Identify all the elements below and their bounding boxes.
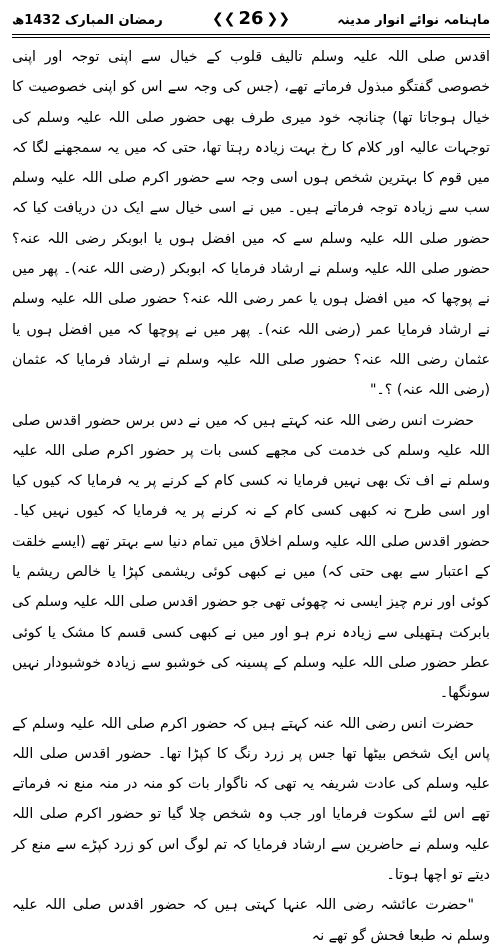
paragraph: اقدس صلی اللہ علیہ وسلم تالیف قلوب کے خیال سے اپنی توجہ اور اپنی خصوصی گفتگو مبذول فرماتے تھے، (جس کی وجہ سے اس کو اپنی خصوصیت کا خیال ہوجاتا تھا) چنانچہ خود میری طرف بھی حضور صلی اللہ علیہ وسلم کی توجہات عالیہ اور کلام کا رخ بہت زیادہ رہتا تھا، حتی کہ میں یہ سمجھنے لگا کہ میں قوم کا بہترین شخص ہوں اسی وجہ سے حضور اکرم صلی اللہ علیہ وسلم سب سے زیادہ توجہ فرماتے ہیں۔ میں نے اسی خیال سے ایک دن دریافت کیا کہ حضور صلی اللہ علیہ وسلم سے کہ میں افضل ہوں یا ابوبکر رضی اللہ عنہ؟ حضور صلی اللہ علیہ وسلم نے ارشاد فرمایا کہ ابوبکر (رضی اللہ عنہ)۔ پھر میں نے پوچھا کہ میں افضل ہوں یا عمر رضی اللہ عنہ؟ حضور صلی اللہ علیہ وسلم نے ارشاد فرمایا عمر (رضی اللہ عنہ)۔ پھر میں نے پوچھا کہ میں افضل ہوں یا عثمان رضی اللہ عنہ؟ حضور صلی اللہ علیہ وسلم نے ارشاد فرمایا کہ عثمان (رضی اللہ عنہ) ؟۔" [12,49,490,399]
issue-label: رمضان المبارک 1432ھ [12,13,163,28]
ornament-icon: ❮❮ [212,10,236,27]
ornament-icon: ❯❯ [266,10,290,27]
magazine-title: ماہنامہ نوائے انوار مدینہ [337,13,490,28]
article-body [12,42,490,951]
paragraph: حضرت انس رضی اللہ عنہ کہتے ہیں کہ میں نے دس برس حضور اقدس صلی اللہ علیہ وسلم کی خدمت کی مجھے کسی بات پر حضور اکرم صلی اللہ علیہ وسلم نے اف تک بھی نہیں فرمایا نہ کسی کام کے کرنے پر یہ فرمایا کہ کیوں کیا اور اسی طرح نہ کبھی کسی کام کے نہ کرنے پر یہ فرمایا کہ کیوں نہیں کیا۔ حضور اقدس صلی اللہ علیہ وسلم اخلاق میں تمام دنیا سے بہتر تھے (ایسے خلقت کے اعتبار سے بھی حتی کہ) میں نے کبھی کوئی ریشمی کپڑا یا خالص ریشم یا کوئی اور نرم چیز ایسی نہ چھوئی تھی جو حضور اقدس صلی اللہ علیہ وسلم کی بابرکت ہتھیلی سے زیادہ نرم ہو اور میں نے کبھی کسی قسم کا مشک یا کوئی عطر حضور صلی اللہ علیہ وسلم کے پسینہ کی خوشبو سے زیادہ خوشبودار نہیں سونگھا۔ [12,412,490,702]
header-rule [12,34,490,35]
header-rule [12,37,490,38]
page-header [12,6,490,36]
page-number: 26 [238,8,264,29]
page-number-block [212,8,290,29]
paragraph: حضرت انس رضی اللہ عنہ کہتے ہیں کہ حضور اکرم صلی اللہ علیہ وسلم کے پاس ایک شخص بیٹھا تھا جس پر زرد رنگ کا کپڑا تھا۔ حضور اقدس صلی اللہ علیہ وسلم کی عادت شریفہ یہ تھی کہ ناگوار بات کو منہ در منہ منع نہ فرماتے تھے اس لئے سکوت فرمایا اور جب وہ شخص چلا گیا تو حضور اکرم صلی اللہ علیہ وسلم نے حاضرین سے ارشاد فرمایا کہ تم لوگ اس کو زرد کپڑے سے منع کر دیتے تو اچھا ہوتا۔ [12,715,490,884]
paragraph: "حضرت عائشہ رضی اللہ عنہا کہتی ہیں کہ حضور اقدس صلی اللہ علیہ وسلم نہ طبعا فحش گو تھے نہ [12,897,490,944]
